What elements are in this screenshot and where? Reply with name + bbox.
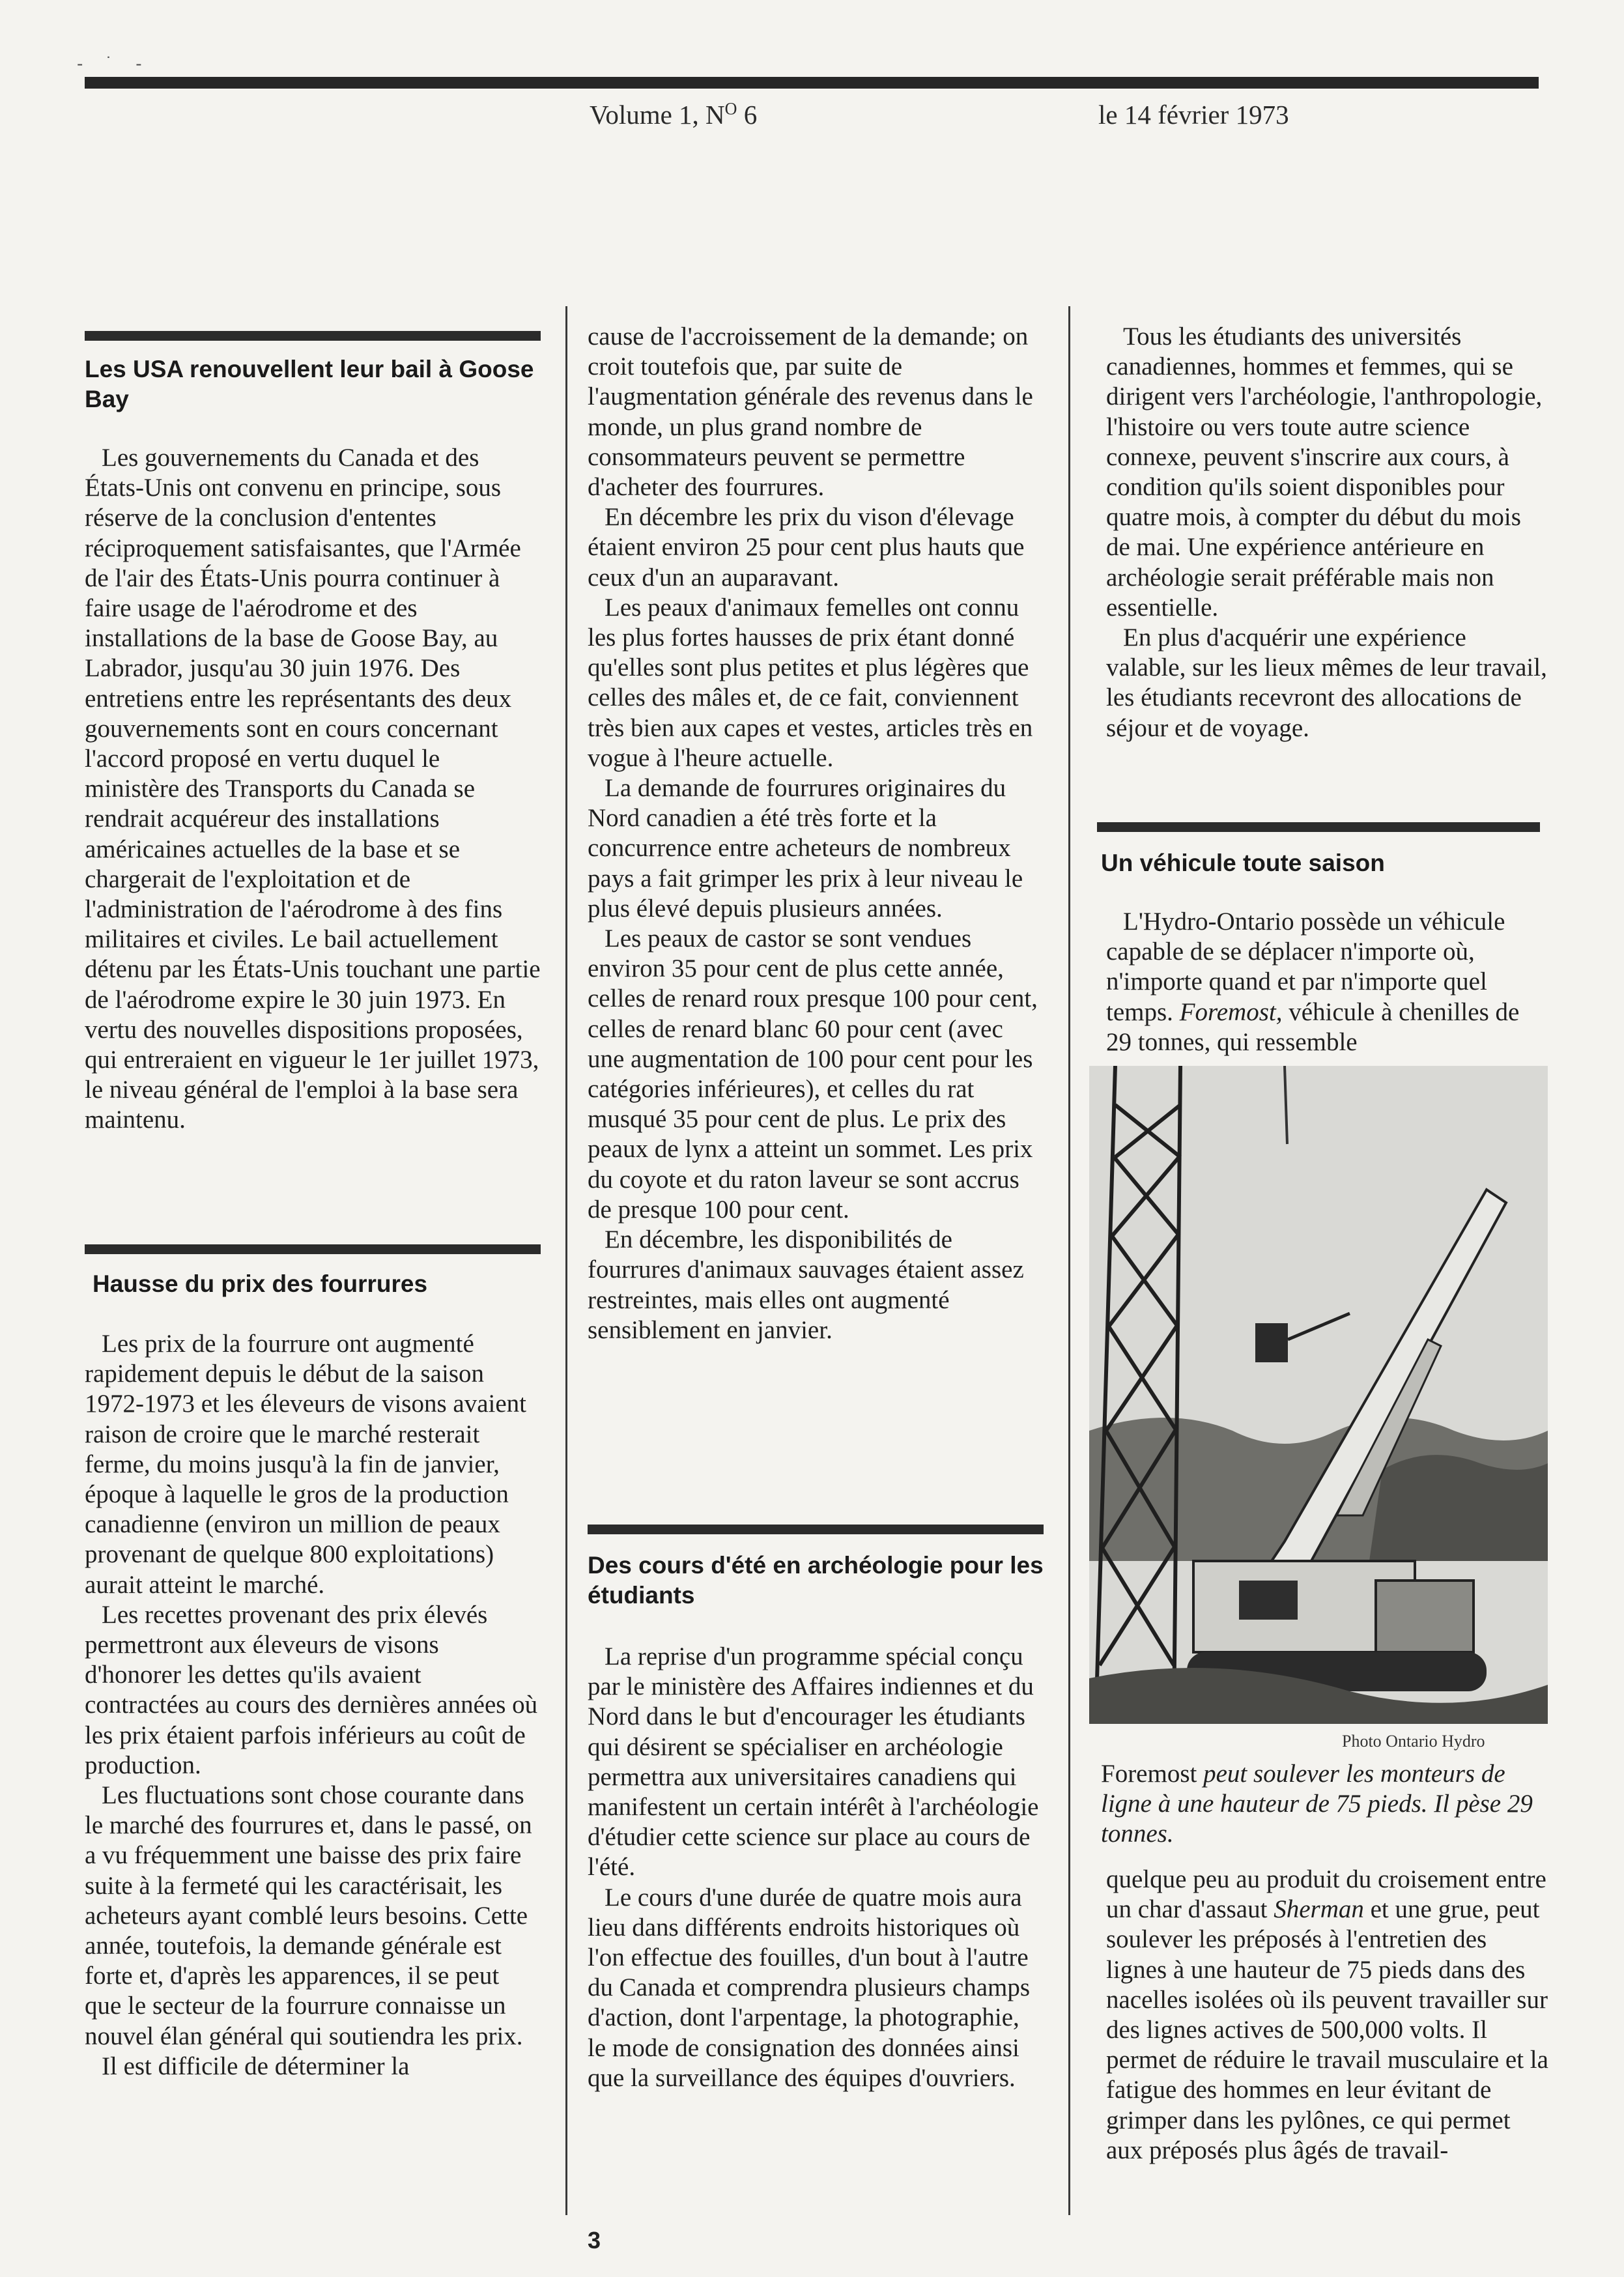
paragraph: Le cours d'une durée de quatre mois aura lieu dans différents endroits historiques où l'on effectue des fouilles, d'un bout à l'autre du Canada et comprendra plusieurs champs d'action, dont l'arpentage, la photographie, le mode de consignation des données ainsi que la surveillance des équipes d'ouvriers.	[588, 1883, 1031, 2092]
paragraph: Il est difficile de déterminer la	[102, 2052, 410, 2080]
paragraph: quelque peu au produit du croisement entre un char d'assaut Sherman et une grue, peut soulever les préposés à l'entretien des lignes à une hauteur de 75 pieds dans des nacelles isolées où ils peuvent travailler sur des lignes actives de 500,000 volts. Il permet de réduire le travail musculaire et la fatigue des hommes en leur évitant de grimper dans les pylônes, ce qui permet aux préposés plus âgés de travail-	[1106, 1865, 1548, 2164]
scan-specks: ‑ ˙ ‑	[77, 53, 151, 74]
article-title-vehicule: Un véhicule toute saison	[1101, 850, 1385, 876]
vehicle-name: Foremost,	[1179, 997, 1283, 1026]
article-rule	[85, 331, 541, 341]
paragraph: En plus d'acquérir une expérience valable, sur les lieux mêmes de leur travail, les étudiants recevront des allocations de séjour et de voyage.	[1106, 623, 1547, 742]
photo-credit: Photo Ontario Hydro	[1342, 1732, 1485, 1751]
paragraph: L'Hydro-Ontario possède un véhicule capable de se déplacer n'importe où, n'importe quand et par n'importe quel temps. Foremost, véhicule à chenilles de 29 tonnes, qui ressemble	[1106, 908, 1520, 1056]
article-title-archeologie: Des cours d'été en archéologie pour les étudiants	[588, 1552, 1044, 1609]
paragraph: Les gouvernements du Canada et des États-Unis ont convenu en principe, sous réserve de la conclusion d'ententes réciproquement satisfaisantes, que l'Armée de l'air des États-Unis pourra continuer à faire usage de l'aérodrome et des installations de la base de Goose Bay, au Labrador, jusqu'au 30 juin 1976. Des entretiens entre les représentants des deux gouvernements sont en cours concernant l'accord proposé en vertu duquel le ministère des Transports du Canada se rendrait acquéreur des installations américaines actuelles de la base et se chargerait de l'exploitation et de l'administration de l'aérodrome à des fins militaires et civiles. Le bail actuellement détenu par les États-Unis touchant une partie de l'aérodrome expire le 30 juin 1973. En vertu des nouvelles dispositions proposées, qui entreraient en vigueur le 1er juillet 1973, le niveau général de l'emploi à la base sera maintenu.	[85, 444, 541, 1134]
vehicle-photo	[1089, 1066, 1548, 1724]
paragraph: La reprise d'un programme spécial conçu par le ministère des Affaires indiennes et du Nord dans le but d'encourager les étudiants qui désirent se spécialiser en archéologie permettra aux universitaires canadiens qui manifestent un certain intérêt à l'archéologie d'étudier cette science sur place au cours de l'été.	[588, 1642, 1039, 1882]
article-title-fourrures: Hausse du prix des fourrures	[93, 1270, 428, 1297]
paragraph: Les fluctuations sont chose courante dans le marché des fourrures et, dans le passé, on a vu fréquemment une baisse des prix faire suite à la fermeté qui les caractérisait, les acheteurs ayant comblé leurs besoins. Cette année, toutefois, la demande générale est forte et, d'après les apparences, il se peut que le secteur de la fourrure connaisse un nouvel élan général qui soutiendra les prix.	[85, 1781, 532, 2050]
article-body-fourrures	[85, 1329, 541, 2082]
volume-number: Volume 1, $N^O$ 6	[590, 99, 758, 130]
column-divider	[565, 306, 567, 2215]
paragraph: Les peaux d'animaux femelles ont connu les plus fortes hausses de prix étant donné qu'elles sont plus petites et plus légères que celles des mâles et, de ce fait, conviennent très bien aux capes et vestes, articles très en vogue à l'heure actuelle.	[588, 593, 1033, 772]
page-number: 3	[588, 2227, 601, 2254]
article-rule	[85, 1244, 541, 1254]
paragraph: Les peaux de castor se sont vendues environ 35 pour cent de plus cette année, celles de renard roux presque 100 pour cent, celles de renard blanc 60 pour cent (avec une augmentation de 100 pour cent pour les catégories inférieures), et celles du rat musqué 35 pour cent de plus. Le prix des peaux de lynx a atteint un sommet. Les prix du coyote et du raton laveur se sont accrus de presque 100 pour cent.	[588, 924, 1038, 1224]
article-body-vehicule-continued	[1106, 1865, 1549, 2166]
article-body-fourrures-continued	[588, 322, 1044, 1345]
issue-date: le 14 février 1973	[1098, 100, 1289, 130]
article-title-goose-bay: Les USA renouvellent leur bail à Goose Bay	[85, 356, 534, 412]
article-body-vehicule-intro	[1106, 907, 1549, 1057]
paragraph: Les prix de la fourrure ont augmenté rapidement depuis le début de la saison 1972-1973 et les éleveurs de visons avaient raison de croire que le marché resterait ferme, du moins jusqu'à la fin de janvier, époque à laquelle le gros de la production canadienne (environ un million de peaux provenant de quelque 800 exploitations) aurait atteint le marché.	[85, 1330, 526, 1599]
paragraph: En décembre les prix du vison d'élevage étaient environ 25 pour cent plus hauts que ceux d'un an auparavant.	[588, 503, 1025, 592]
paragraph: La demande de fourrures originaires du Nord canadien a été très forte et la concurrence entre acheteurs de nombreux pays a fait grimper les prix à leur niveau le plus élevé depuis plusieurs années.	[588, 774, 1023, 923]
article-rule	[1097, 822, 1540, 832]
photo-caption: Foremost peut soulever les monteurs de ligne à une hauteur de 75 pieds. Il pèse 29 tonnes.	[1101, 1760, 1533, 1848]
paragraph: Les recettes provenant des prix élevés permettront aux éleveurs de visons d'honorer les dettes qu'ils avaient contractées au cours des dernières années où les prix étaient parfois inférieurs au coût de production.	[85, 1600, 538, 1779]
paragraph: En décembre, les disponibilités de fourrures d'animaux sauvages étaient assez restreintes, mais elles ont augmenté sensiblement en janvier.	[588, 1225, 1024, 1344]
tank-name: Sherman	[1274, 1895, 1364, 1924]
article-body-archeologie-continued	[1106, 322, 1549, 743]
article-body-archeologie	[588, 1642, 1044, 2093]
masthead-rule	[85, 77, 1539, 89]
paragraph: Tous les étudiants des universités canadiennes, hommes et femmes, qui se dirigent vers l'archéologie, l'anthropologie, l'histoire ou vers toute autre science connexe, peuvent s'inscrire aux cours, à condition qu'ils soient disponibles pour quatre mois, à compter du début du mois de mai. Une expérience antérieure en archéologie serait préférable mais non essentielle.	[1106, 322, 1543, 622]
article-rule	[588, 1525, 1044, 1534]
column-divider	[1068, 306, 1070, 2215]
article-body-goose-bay	[85, 443, 541, 1136]
paragraph: cause de l'accroissement de la demande; on croit toutefois que, par suite de l'augmentation générale des revenus dans le monde, un plus grand nombre de consommateurs peuvent se permettre d'acheter des fourrures.	[588, 322, 1033, 502]
